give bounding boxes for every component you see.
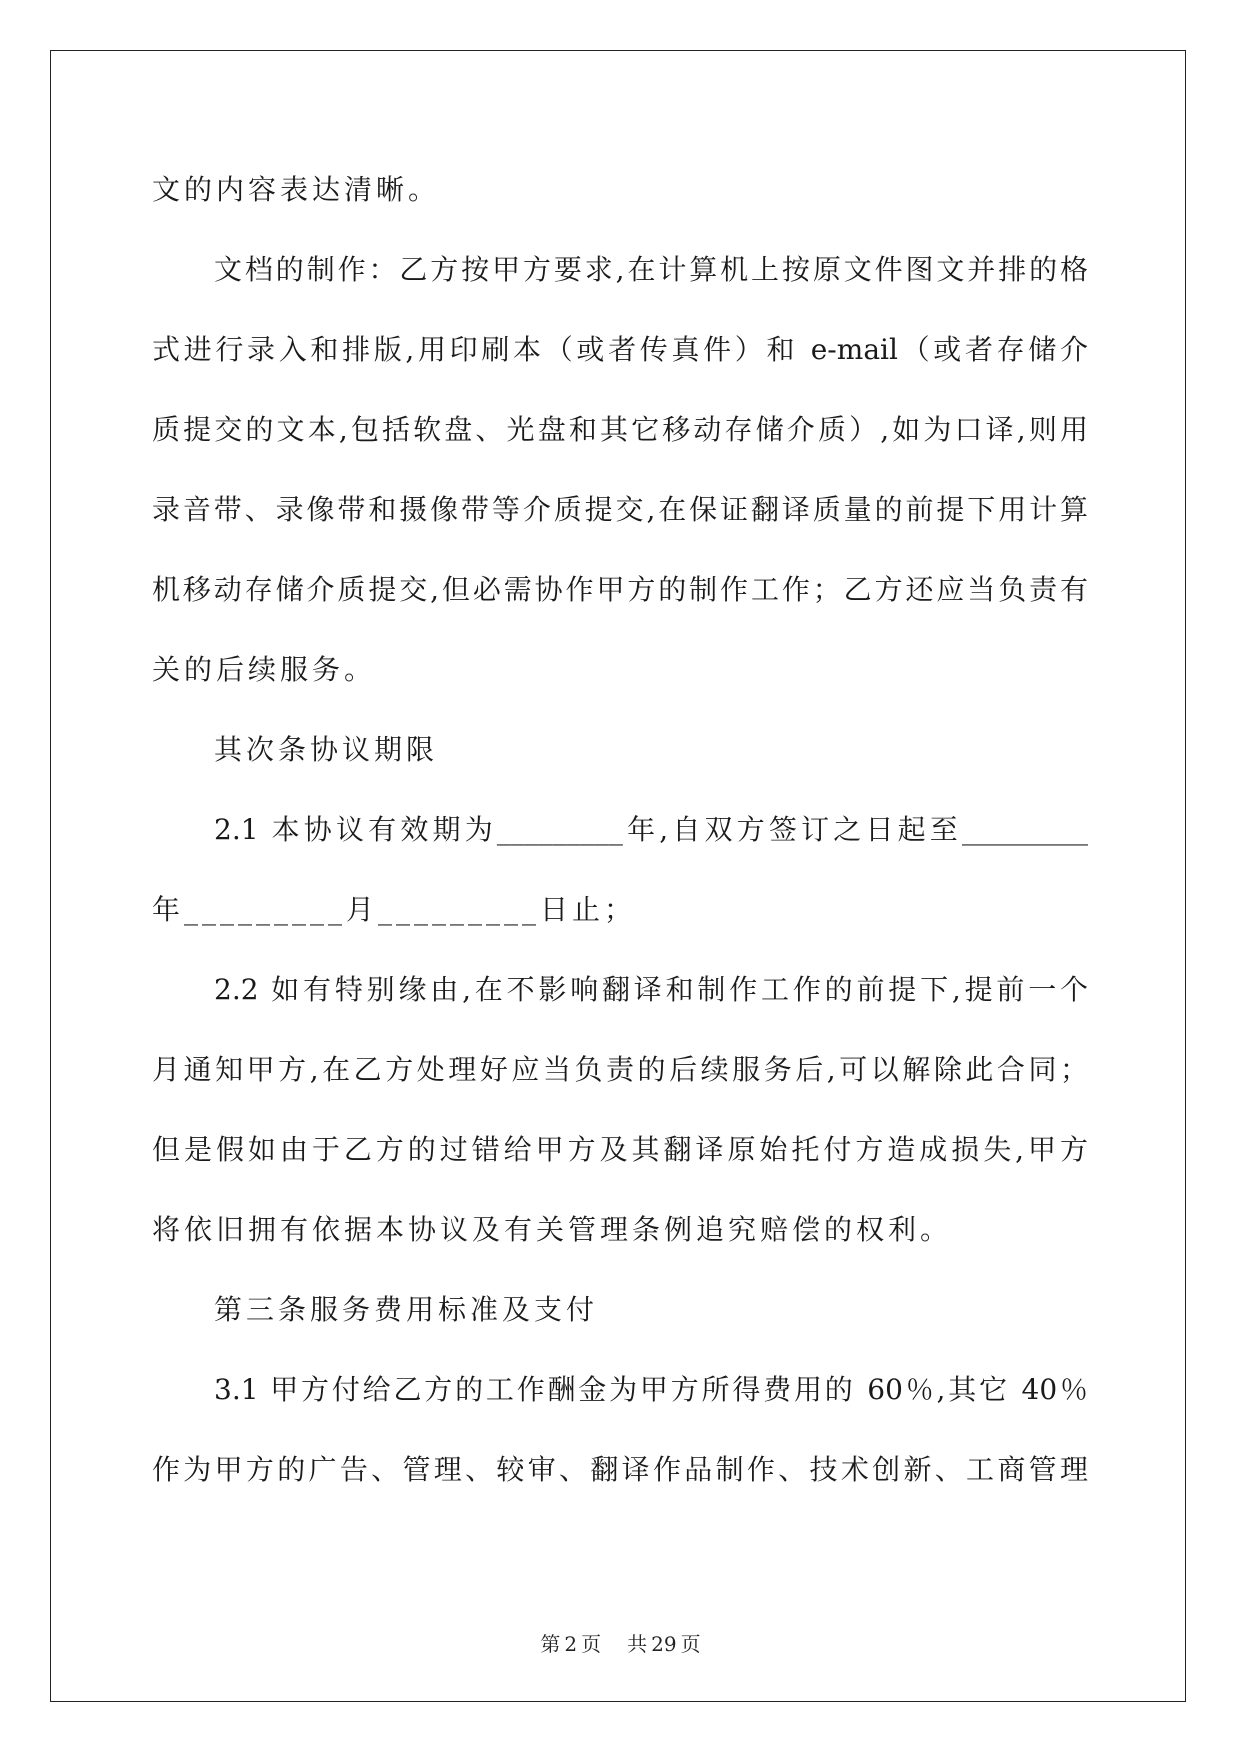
text-line: 3.1 甲方付给乙方的工作酬金为甲方所得费用的 60％,其它 40％ xyxy=(214,1373,1088,1406)
page-label-suffix: 页 xyxy=(581,1632,602,1656)
text-line: 文的内容表达清晰。 xyxy=(152,173,441,206)
page-label-prefix: 第 xyxy=(540,1632,561,1656)
text-line: 2.2 如有特别缘由,在不影响翻译和制作工作的前提下,提前一个 xyxy=(214,973,1088,1006)
text-line: 录音带、录像带和摄像带等介质提交,在保证翻译质量的前提下用计算 xyxy=(152,493,1088,526)
text-line: 月通知甲方,在乙方处理好应当负责的后续服务后,可以解除此合同； xyxy=(152,1053,1088,1086)
section-heading: 其次条协议期限 xyxy=(214,733,439,766)
total-pages: 29 xyxy=(651,1632,677,1656)
text-line: 质提交的文本,包括软盘、光盘和其它移动存储介质）,如为口译,则用 xyxy=(152,413,1088,446)
text-line: 但是假如由于乙方的过错给甲方及其翻译原始托付方造成损失,甲方 xyxy=(152,1133,1088,1166)
text-line: 年_________月_________日止； xyxy=(152,893,637,926)
text-line: 关的后续服务。 xyxy=(152,653,377,686)
document-body xyxy=(152,150,1088,1510)
page-footer xyxy=(0,1628,1241,1657)
total-label-suffix: 页 xyxy=(680,1632,701,1656)
page-number: 2 xyxy=(564,1632,578,1656)
text-line: 2.1 本协议有效期为_________年,自双方签订之日起至_________ xyxy=(214,813,1088,846)
text-line: 作为甲方的广告、管理、较审、翻译作品制作、技术创新、工商管理 xyxy=(152,1453,1088,1486)
text-line: 文档的制作：乙方按甲方要求,在计算机上按原文件图文并排的格 xyxy=(214,253,1088,286)
text-line: 式进行录入和排版,用印刷本（或者传真件）和 e-mail（或者存储介 xyxy=(152,333,1088,366)
text-line: 将依旧拥有依据本协议及有关管理条例追究赔偿的权利。 xyxy=(152,1213,953,1246)
text-line: 机移动存储介质提交,但必需协作甲方的制作工作；乙方还应当负责有 xyxy=(152,573,1088,606)
section-heading: 第三条服务费用标准及支付 xyxy=(214,1293,599,1326)
total-label-prefix: 共 xyxy=(627,1632,648,1656)
